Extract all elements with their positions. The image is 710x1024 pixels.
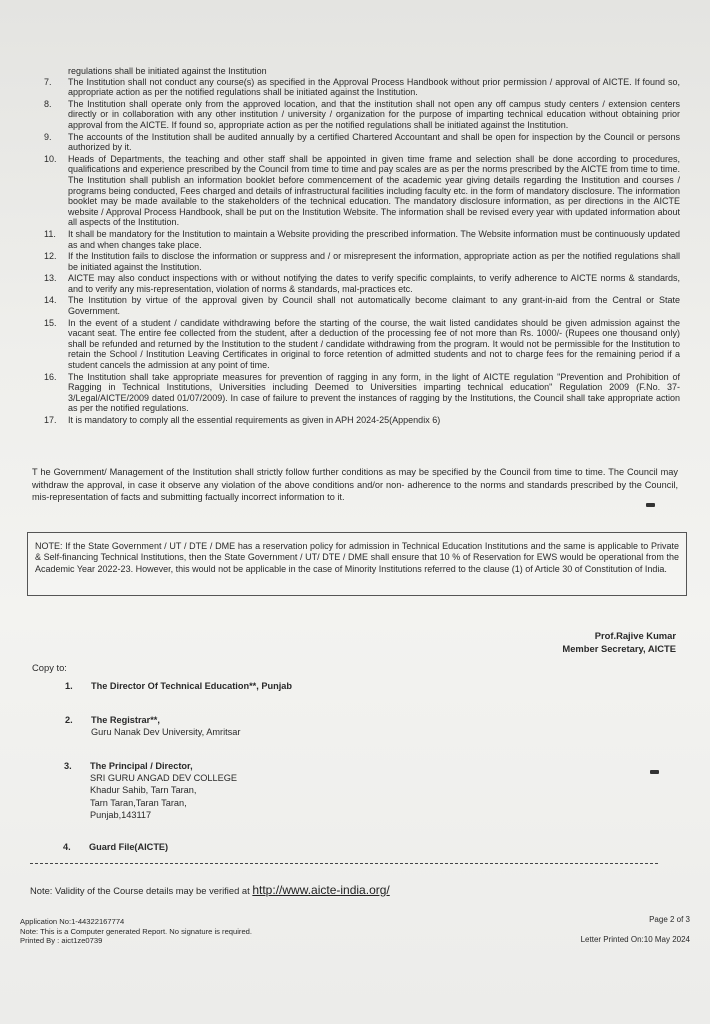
recipient-address-line: Tarn Taran,Taran Taran, <box>90 797 187 808</box>
condition-item <box>44 318 680 371</box>
condition-item <box>44 273 680 294</box>
condition-item <box>44 77 680 98</box>
recipient-title: The Registrar**, <box>91 715 160 725</box>
condition-number: 9. <box>44 131 52 142</box>
copy-recipient <box>65 680 292 692</box>
recipient-title: The Director Of Technical Education**, Punjab <box>91 681 292 691</box>
copy-recipient <box>65 714 241 738</box>
condition-item <box>44 295 680 316</box>
condition-text: Heads of Departments, the teaching and other staff shall be appointed in given time frame and selection shall be done according to procedures, qualifications and experience prescribed by the Council from time to time and pay scales are as per the norms prescribed by the AICTE from time to time. The Institution shall publish an information booklet before commencement of the academic year giving details regarding the Institution and courses / programs being conducted, Fees charged and details of infrastructural facilities including faculty etc. in the form of mandatory disclosure. The information booklet may be made available to the stakeholders of the technical education. The mandatory disclosure information, as per directions in the AICTE website / Approval Process Handbook, shall be put on the Institution Website. The information shall be revised every year with updated information about all aspects of the Institution. <box>68 153 680 228</box>
dashed-divider <box>30 863 658 864</box>
condition-text: The Institution shall take appropriate measures for prevention of ragging in any form, in the light of AICTE regulation "Prevention and Prohibition of Ragging in Technical Institutions, Universities including Deemed to Universities imparting technical education" Regulation 2009 (F.No. 37-3/Legal/AICTE/2009 dated 01/07/2009). In case of failure to prevent the instances of ragging by the Institutions, the Council shall take appropriate action as per the notified regulations. <box>68 371 680 414</box>
ink-mark-icon <box>650 770 659 774</box>
application-number: Application No:1-44322167774 <box>20 917 125 926</box>
copy-recipient <box>64 760 238 821</box>
validity-note <box>30 883 390 897</box>
condition-number: 16. <box>44 371 57 382</box>
recipient-address-line: Punjab,143117 <box>90 809 152 820</box>
copy-recipient <box>63 841 169 853</box>
condition-item <box>44 154 680 228</box>
condition-text: The Institution by virtue of the approval given by Council shall not automatically become claimant to any grant-in-aid from the Central or State Government. <box>68 295 680 317</box>
letter-printed-date: Letter Printed On:10 May 2024 <box>580 935 690 944</box>
condition-number: 12. <box>44 251 57 262</box>
condition-number: 15. <box>44 317 57 328</box>
footer-right <box>581 910 690 950</box>
validity-note-text: Note: Validity of the Course details may be verified at <box>30 885 253 896</box>
recipient-number: 3. <box>64 761 72 771</box>
condition-number: 10. <box>44 153 57 164</box>
signatory-title: Member Secretary, AICTE <box>562 642 676 654</box>
condition-item <box>44 251 680 272</box>
aicte-website-link[interactable]: http://www.aicte-india.org/ <box>252 883 390 897</box>
recipient-address-line: SRI GURU ANGAD DEV COLLEGE <box>90 773 238 784</box>
computer-generated-note: Note: This is a Computer generated Report. No signature is required. <box>20 926 253 936</box>
condition-number: 8. <box>44 98 52 109</box>
condition-text: The accounts of the Institution shall be audited annually by a certified Chartered Accountant and shall be open for inspection by the Council or persons authorized by it. <box>68 131 680 153</box>
condition-number: 14. <box>44 295 57 306</box>
recipient-title: Guard File(AICTE) <box>89 842 169 852</box>
government-conditions-paragraph: T he Government/ Management of the Institution shall strictly follow further conditions as may be specified by the Council from time to time. The Council may withdraw the approval, in case it observe any violation of the above conditions and/or non- adherence to the norms and standards prescribed by the Council, mis-representation of facts and submitting factually incorrect information to it. <box>32 467 678 503</box>
signatory-block <box>562 630 676 655</box>
printed-by: Printed By : aict1ze0739 <box>20 936 103 946</box>
signatory-name: Prof.Rajive Kumar <box>594 630 676 641</box>
copy-to-label: Copy to: <box>32 662 67 673</box>
footer-left <box>20 917 252 946</box>
recipient-number: 2. <box>65 715 73 725</box>
condition-item <box>44 99 680 131</box>
condition-item <box>44 415 680 426</box>
condition-number: 7. <box>44 76 52 87</box>
recipient-title: The Principal / Director, <box>90 761 193 771</box>
recipient-number: 1. <box>65 681 73 691</box>
condition-text: The Institution shall operate only from the approved location, and that the institution shall not open any off campus study centers / extension centers directly or in collaboration with any other institution / university / organization for the purpose of imparting technical education without obtaining prior approval from the AICTE. If found so, appropriate action as per the notified regulations shall be initiated against the Institution. <box>68 98 680 130</box>
page-number: Page 2 of 3 <box>649 915 690 924</box>
condition-number: 13. <box>44 273 57 284</box>
condition-item <box>44 372 680 414</box>
condition-item <box>44 132 680 153</box>
condition-item <box>44 229 680 250</box>
condition-number: 11. <box>44 228 56 239</box>
ink-mark-icon <box>646 503 655 507</box>
condition-text: The Institution shall not conduct any course(s) as specified in the Approval Process Handbook without prior permission / approval of AICTE. If found so, appropriate action as per the notified regulations shall be initiated against the Institution. <box>68 76 680 98</box>
recipient-address-line: Khadur Sahib, Tarn Taran, <box>90 785 197 796</box>
recipient-number: 4. <box>63 842 71 852</box>
conditions-list <box>44 66 680 427</box>
ews-note-text: NOTE: If the State Government / UT / DTE / DME has a reservation policy for admission in Technical Education Institutions and the same is applicable to Private & Self-financing Technical Institutions, then the State Government / UT/ DTE / DME shall ensure that 10 % of Reservation for EWS would be operational from the Academic Year 2022-23. However, this would not be applicable in the case of Minority Institutions referred to the clause (1) of Article 30 of Constitution of India. <box>35 541 679 574</box>
condition-text: It shall be mandatory for the Institution to maintain a Website providing the prescribed information. The Website information must be continuously updated as and when changes take place. <box>68 228 680 250</box>
recipient-address-line: Guru Nanak Dev University, Amritsar <box>91 727 241 738</box>
condition-text: It is mandatory to comply all the essential requirements as given in APH 2024-25(Appendix 6) <box>68 415 441 425</box>
ews-reservation-note-box <box>27 532 687 596</box>
condition-text: If the Institution fails to disclose the information or suppress and / or misrepresent the information, appropriate action as per the notified regulations shall be initiated against the Institution. <box>68 251 680 272</box>
condition-text: In the event of a student / candidate withdrawing before the starting of the course, the wait listed candidates should be given admission against the vacant seat. The entire fee collected from the student, after a deduction of the processing fee of not more than Rs. 1000/- (Rupees one thousand only) shall be refunded and returned by the Institution to the student / candidate withdrawing from the program. It would not be permissible for the Institution to retain the School / Institution Leaving Certificates in original to force retention of admitted students and not to charge fees for the remaining period if a student cancels the admission at any point of time. <box>68 317 680 371</box>
condition-text: AICTE may also conduct inspections with or without notifying the dates to verify specific complaints, to verify adherence to AICTE norms & standards, and to verify any mis-representation, violation of norms & standards, mal-practices etc. <box>68 273 680 294</box>
condition-number: 17. <box>44 415 57 425</box>
condition-lead-text: regulations shall be initiated against the Institution <box>68 66 267 76</box>
